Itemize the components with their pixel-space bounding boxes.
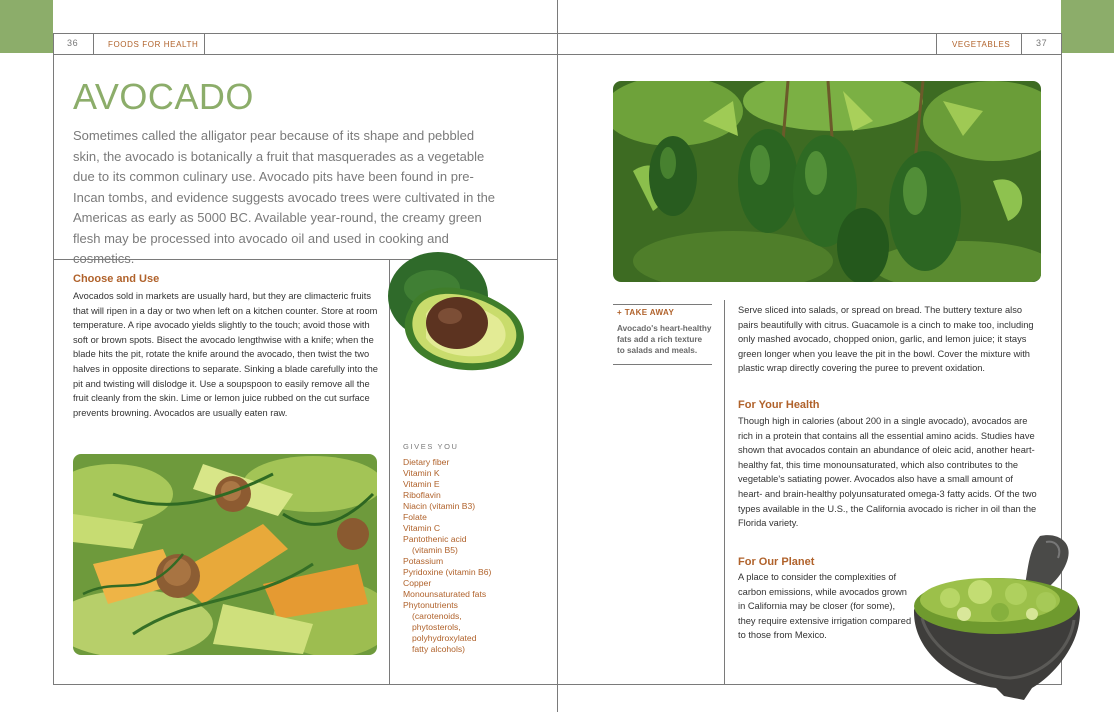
- right-page-number: 37: [1036, 38, 1048, 48]
- choose-and-use-heading: Choose and Use: [73, 273, 160, 285]
- page-spine: [557, 0, 558, 712]
- for-your-health-body: Though high in calories (about 200 in a single avocado), avocados are rich in a protein that contains all the essential amino acids. Studies have shown that avocados contain an abundance of oleic acid, another heart-healthy fat, this time monounsaturated, which also contributes to the vegetable's satiating power. Avocados also have a small amount of heart- and brain-healthy polyunsaturated omega-3 fatty acids. Of the two types available in the U.S., the California avocado is richer in oil than the Florida variety.: [738, 416, 1037, 529]
- takeaway-body: Avocado's heart-healthy fats add a rich texture to salads and meals.: [617, 324, 712, 355]
- nutrient-item: Vitamin E: [403, 479, 440, 489]
- avocado-salad-photo: [73, 454, 377, 655]
- nutrient-item: Copper: [403, 578, 432, 588]
- nutrient-item: Niacin (vitamin B3): [403, 501, 476, 511]
- left-page-number: 36: [67, 38, 79, 48]
- intro-paragraph: Sometimes called the alligator pear because of its shape and pebbled skin, the avocado is botanically a fruit that masquerades as a vegetable due to its common culinary use. Avocado pits have been found in pre-Incan tombs, and evidence suggests avocado trees were cultivated in the Americas as early as 5000 BC. Available year-round, the creamy green flesh may be processed into avocado oil and used in cooking and cosmetics.: [73, 128, 496, 266]
- right-column-rule: [724, 300, 725, 684]
- choose-and-use-body: Avocados sold in markets are usually hard, but they are climacteric fruits that will ripen in a day or two when left on a kitchen counter. Store at room temperature. A ripe avocado yields slightly to the touch; avoid those with soft or brown spots. Bisect the avocado lengthwise with a knife; when the blade hits the pit, rotate the knife around the avocado, then twist the two halves in opposite directions to separate. Sinking a blade carefully into the pit and twisting will dislodge it. Use a soupspoon to easily remove all the fruit cleanly from the skin. Lime or lemon juice rubbed on the cut surface prevents browning. Avocados are usually eaten raw.: [73, 291, 378, 418]
- for-your-health-heading: For Your Health: [738, 399, 820, 411]
- nutrient-list: [403, 457, 523, 655]
- gives-you-label: GIVES YOU: [403, 442, 459, 451]
- nutrient-item: Pantothenic acid: [403, 534, 467, 544]
- header-divider: [93, 33, 94, 54]
- nutrient-item: phytosterols,: [412, 622, 461, 632]
- avocado-tree-photo: [613, 81, 1041, 282]
- for-our-planet-heading: For Our Planet: [738, 556, 815, 568]
- header-bottom-rule: [53, 54, 1061, 55]
- right-corner-tab: [1061, 0, 1114, 53]
- takeaway-top-rule: [613, 304, 712, 305]
- for-our-planet-body: A place to consider the complexities of carbon emissions, while avocados grown in California may be closer (for some), they require extensive irrigation compared to those from Mexico.: [738, 572, 912, 641]
- left-running-head: FOODS FOR HEALTH: [108, 40, 199, 49]
- nutrient-item: Folate: [403, 512, 427, 522]
- header-divider: [1021, 33, 1022, 54]
- page-title: AVOCADO: [73, 76, 254, 117]
- left-corner-tab: [0, 0, 53, 53]
- nutrient-item: Monounsaturated fats: [403, 589, 487, 599]
- nutrient-item: Potassium: [403, 556, 444, 566]
- nutrient-item: Dietary fiber: [403, 457, 450, 467]
- guacamole-molcajete-image: [900, 528, 1090, 702]
- header-divider: [936, 33, 937, 54]
- nutrient-item: Pyridoxine (vitamin B6): [403, 567, 492, 577]
- serve-paragraph: Serve sliced into salads, or spread on bread. The buttery texture also pairs beautifully with citrus. Guacamole is a cinch to make too, including only mashed avocado, chopped onion, garlic, and lemon juice; it stays green longer when you leave the pit in the bowl. Cover the mixture with plastic wrap directly covering the puree to prevent oxidation.: [738, 305, 1034, 374]
- halved-avocado-image: [380, 248, 535, 378]
- nutrient-item: Riboflavin: [403, 490, 441, 500]
- nutrient-item: Vitamin C: [403, 523, 441, 533]
- nutrient-item: (vitamin B5): [412, 545, 458, 555]
- nutrient-item: Vitamin K: [403, 468, 440, 478]
- left-page-frame: [53, 33, 54, 685]
- right-running-head: VEGETABLES: [952, 40, 1011, 49]
- nutrient-item: Phytonutrients: [403, 600, 458, 610]
- takeaway-bottom-rule: [613, 364, 712, 365]
- takeaway-heading: + TAKE AWAY: [617, 308, 675, 317]
- header-divider: [204, 33, 205, 54]
- nutrient-item: (carotenoids,: [412, 611, 462, 621]
- nutrient-item: fatty alcohols): [412, 644, 466, 654]
- nutrient-item: polyhydroxylated: [412, 633, 477, 643]
